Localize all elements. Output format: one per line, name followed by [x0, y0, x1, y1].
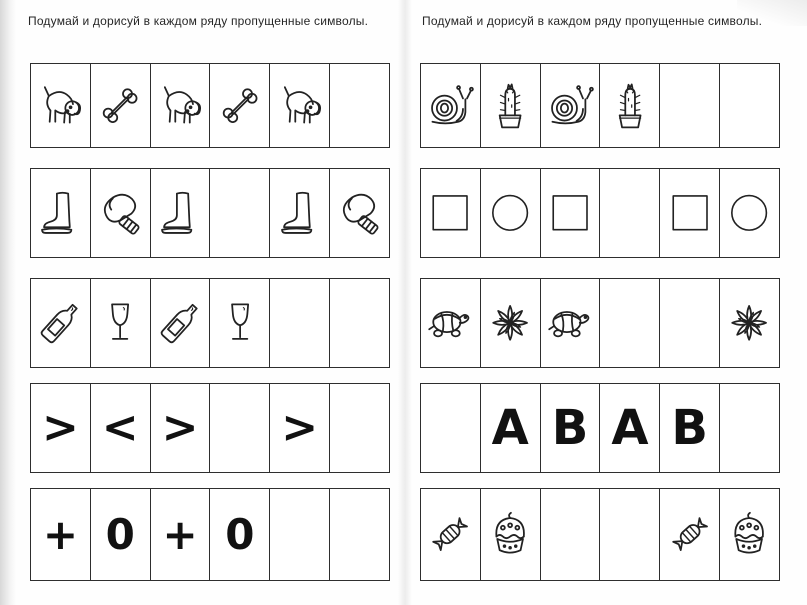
symbol-glyph: A: [491, 400, 529, 456]
empty-cell: [329, 384, 389, 472]
square-icon-cell: [659, 169, 719, 257]
instruction-text-left: Подумай и дорисуй в каждом ряду пропущенные символы.: [28, 14, 369, 28]
symbol-cell: [150, 489, 210, 580]
symbol-glyph: B: [671, 400, 709, 456]
pattern-row: [420, 278, 780, 368]
boot-icon-cell: [31, 169, 90, 257]
symbol-cell: [599, 384, 659, 472]
empty-cell: [269, 489, 329, 580]
symbol-glyph: >: [41, 402, 79, 453]
empty-cell: [209, 169, 269, 257]
empty-cell: [659, 64, 719, 147]
bottle-icon-cell: [31, 279, 90, 367]
empty-cell: [329, 64, 389, 147]
wrapped-candy-icon-cell: [659, 489, 719, 580]
symbol-cell: [269, 384, 329, 472]
left-page: [30, 0, 392, 605]
square-icon-cell: [421, 169, 480, 257]
symbol-glyph: A: [611, 400, 649, 456]
empty-cell: [209, 384, 269, 472]
cactus-icon-cell: [599, 64, 659, 147]
empty-cell: [329, 279, 389, 367]
leaves-cluster-icon-cell: [719, 279, 779, 367]
symbol-glyph: +: [42, 509, 79, 559]
empty-cell: [599, 489, 659, 580]
symbol-cell: [659, 384, 719, 472]
empty-cell: [269, 279, 329, 367]
empty-cell: [659, 279, 719, 367]
symbol-cell: [480, 384, 540, 472]
circle-icon-cell: [719, 169, 779, 257]
symbol-glyph: 0: [225, 509, 255, 559]
empty-cell: [719, 64, 779, 147]
pattern-row: [420, 63, 780, 148]
pattern-row: [30, 383, 390, 473]
symbol-cell: [90, 489, 150, 580]
symbol-cell: [209, 489, 269, 580]
pattern-row: [420, 488, 780, 581]
empty-cell: [599, 169, 659, 257]
turtle-icon-cell: [421, 279, 480, 367]
bone-icon-cell: [209, 64, 269, 147]
wrapped-candy-icon-cell: [421, 489, 480, 580]
boxing-glove-icon-cell: [90, 169, 150, 257]
bone-icon-cell: [90, 64, 150, 147]
symbol-cell: [540, 384, 600, 472]
snail-icon-cell: [421, 64, 480, 147]
symbol-cell: [31, 384, 90, 472]
boot-icon-cell: [269, 169, 329, 257]
wine-glass-icon-cell: [209, 279, 269, 367]
symbol-glyph: >: [281, 402, 319, 453]
pattern-row: [420, 168, 780, 258]
leaves-cluster-icon-cell: [480, 279, 540, 367]
symbol-glyph: >: [161, 402, 199, 453]
boot-icon-cell: [150, 169, 210, 257]
symbol-cell: [90, 384, 150, 472]
empty-cell: [421, 384, 480, 472]
right-page: [420, 0, 782, 605]
empty-cell: [719, 384, 779, 472]
symbol-glyph: <: [101, 402, 139, 453]
dog-icon-cell: [269, 64, 329, 147]
pattern-row: [30, 278, 390, 368]
bottle-icon-cell: [150, 279, 210, 367]
turtle-icon-cell: [540, 279, 600, 367]
pattern-row: [30, 488, 390, 581]
pattern-row: [30, 63, 390, 148]
empty-cell: [329, 489, 389, 580]
snail-icon-cell: [540, 64, 600, 147]
cupcake-icon-cell: [480, 489, 540, 580]
page-edge-shadow: [0, 0, 16, 605]
instruction-text-right: Подумай и дорисуй в каждом ряду пропущенные символы.: [422, 14, 763, 28]
circle-icon-cell: [480, 169, 540, 257]
symbol-cell: [31, 489, 90, 580]
book-gutter: [398, 0, 412, 605]
symbol-glyph: +: [162, 509, 198, 559]
wine-glass-icon-cell: [90, 279, 150, 367]
boxing-glove-icon-cell: [329, 169, 389, 257]
symbol-glyph: B: [551, 400, 589, 456]
cupcake-icon-cell: [719, 489, 779, 580]
empty-cell: [599, 279, 659, 367]
symbol-cell: [150, 384, 210, 472]
dog-icon-cell: [31, 64, 90, 147]
empty-cell: [540, 489, 600, 580]
pattern-row: [30, 168, 390, 258]
pattern-row: [420, 383, 780, 473]
square-icon-cell: [540, 169, 600, 257]
cactus-icon-cell: [480, 64, 540, 147]
symbol-glyph: 0: [105, 509, 135, 559]
dog-icon-cell: [150, 64, 210, 147]
